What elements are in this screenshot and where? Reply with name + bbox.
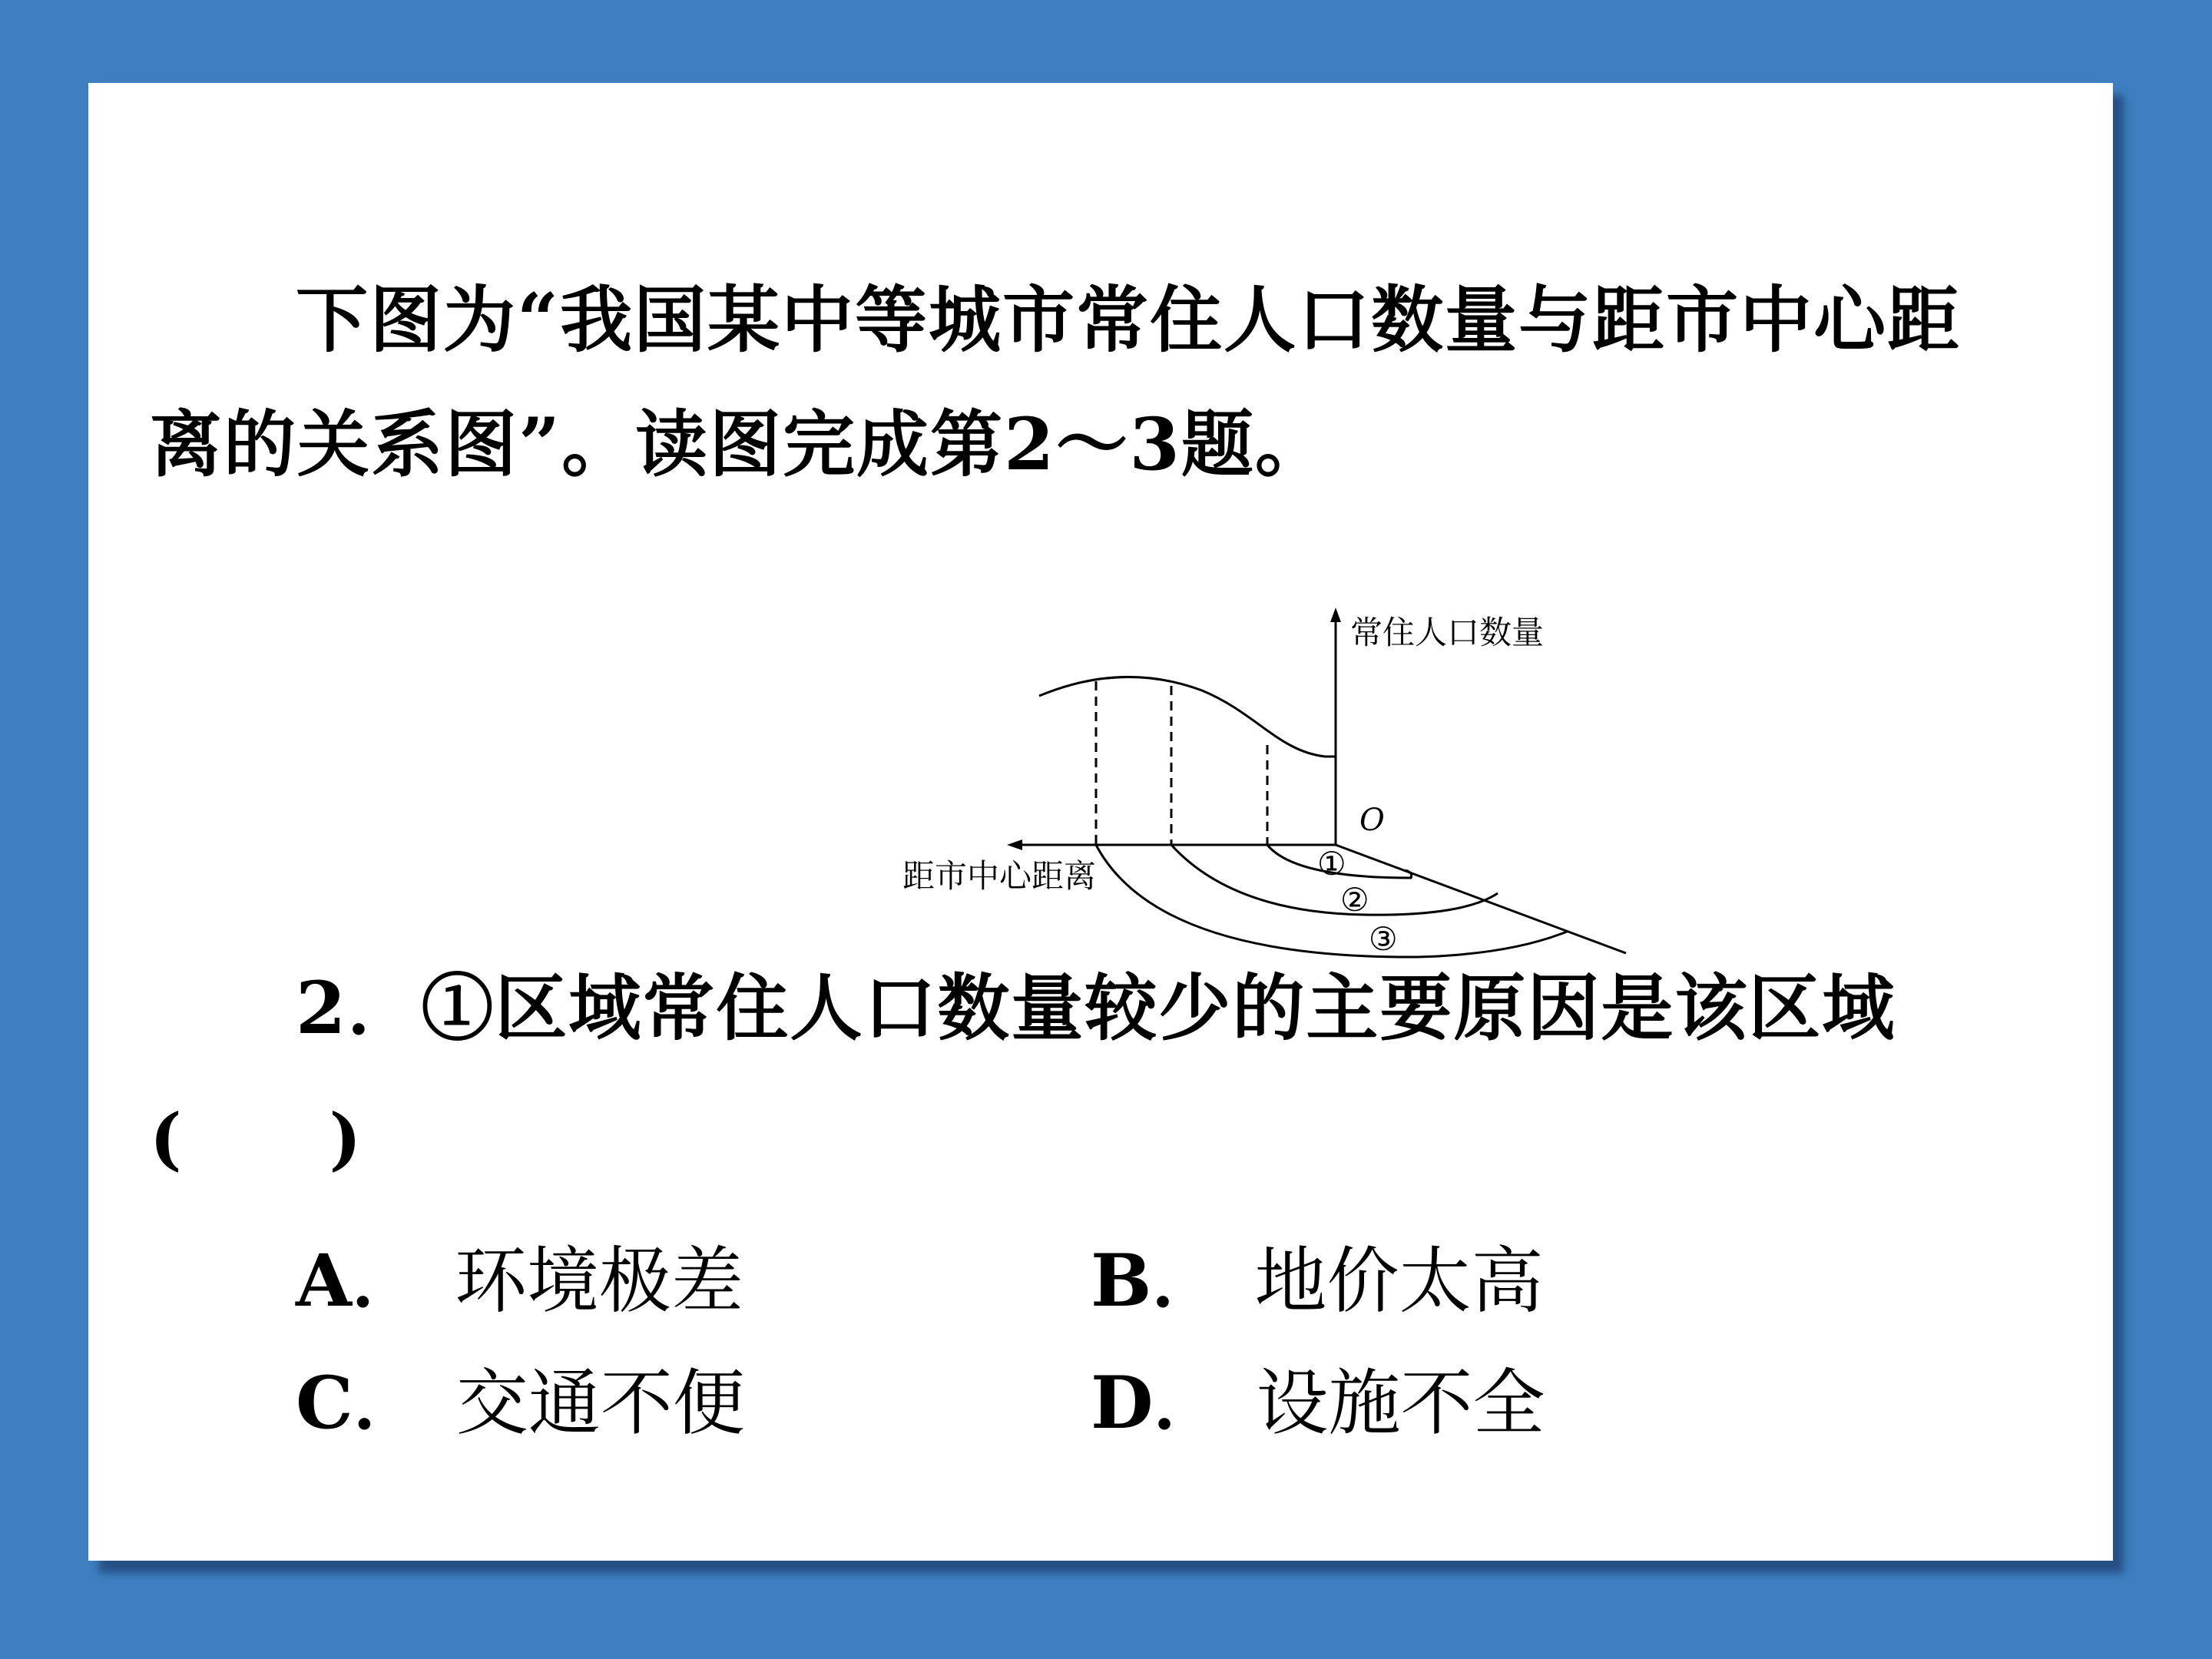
x-axis-arrow [1007, 839, 1022, 850]
option-a-text: 环境极差 [454, 1240, 743, 1323]
zone-label-1: ① [1317, 845, 1346, 882]
y-axis-arrow [1330, 608, 1341, 622]
y-axis-label: 常住人口数量 [1350, 614, 1545, 651]
option-c-letter: C． [296, 1361, 426, 1445]
option-b-letter: B． [1091, 1239, 1224, 1323]
option-a-letter: A． [296, 1239, 424, 1323]
paren-close: ) [329, 1098, 363, 1178]
zone-label-2: ② [1340, 881, 1369, 919]
option-c-text: 交通不便 [455, 1362, 745, 1445]
option-a [296, 1239, 743, 1323]
figure-drawing [787, 528, 1655, 1005]
slide-page [88, 83, 2113, 1561]
option-c [296, 1361, 745, 1445]
origin-label: O [1359, 803, 1385, 838]
option-b [1091, 1239, 1544, 1323]
question-stem: 2．①区域常住人口数量较少的主要原因是该区域 [296, 966, 1896, 1051]
x-axis-label: 距市中心距离 [902, 857, 1097, 895]
option-d-text: 设施不全 [1256, 1362, 1545, 1445]
intro-line-2: 离的关系图”。读图完成第2～3题。 [150, 402, 1329, 487]
population-curve [1039, 677, 1336, 757]
option-d [1091, 1361, 1545, 1445]
zone-label-3: ③ [1369, 920, 1398, 958]
population-distance-figure [787, 528, 1655, 1005]
intro-line-1: 下图为“我国某中等城市常住人口数量与距市中心距 [296, 278, 1962, 363]
paren-open: ( [150, 1098, 184, 1178]
option-b-text: 地价太高 [1254, 1240, 1544, 1323]
answer-blank [150, 1098, 363, 1178]
option-d-letter: D． [1091, 1361, 1226, 1445]
